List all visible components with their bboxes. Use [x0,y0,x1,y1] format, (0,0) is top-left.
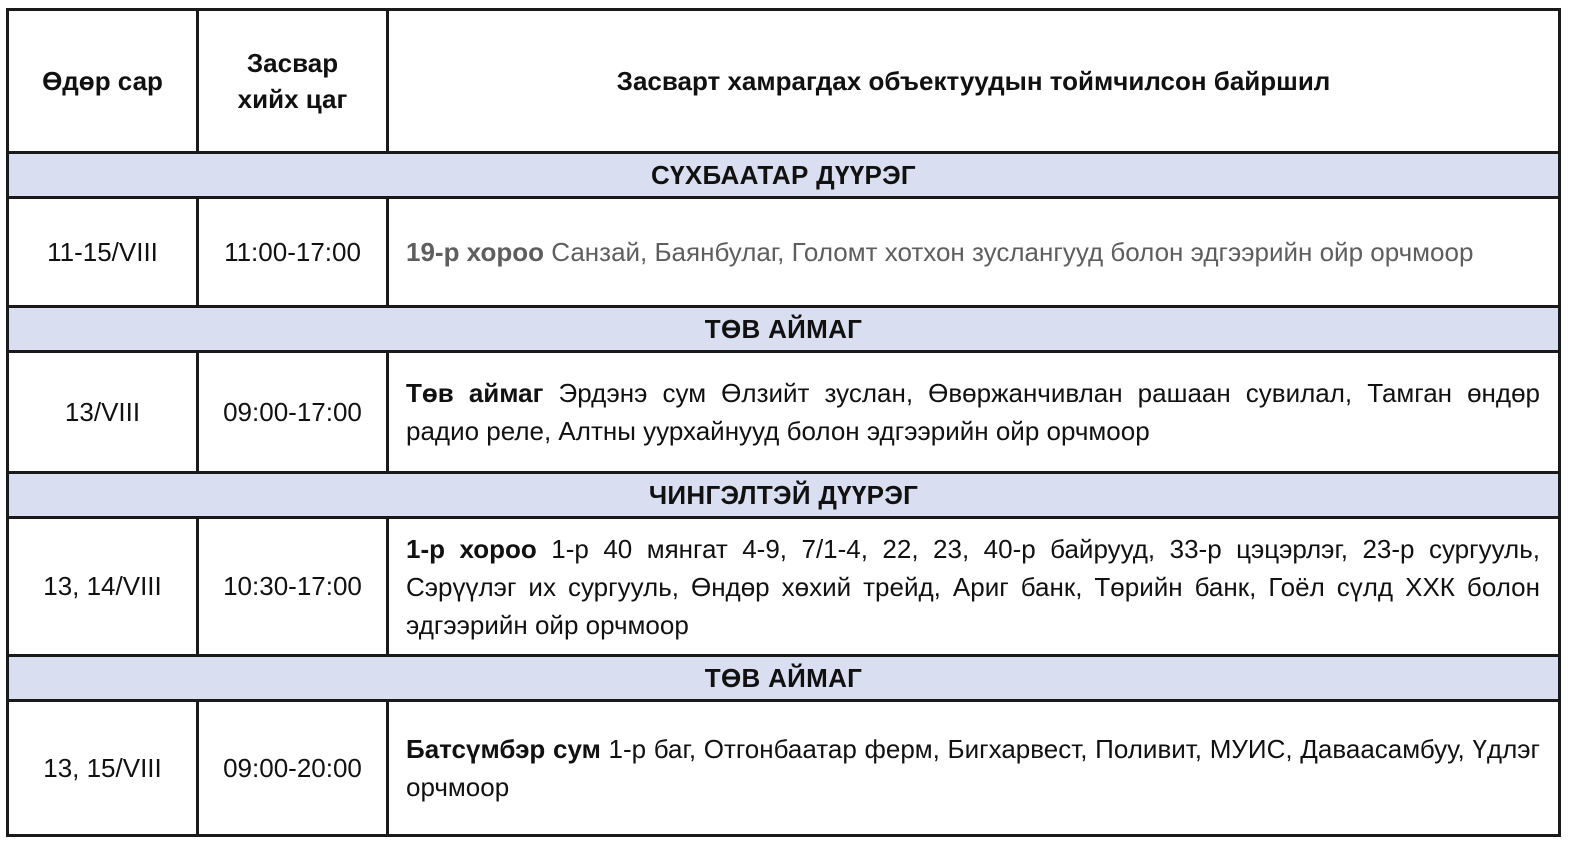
section-title-row [8,307,1560,352]
header-date: Өдөр сар [8,10,198,153]
table-row [8,701,1560,836]
row-text: 1-р 40 мянгат 4-9, 7/1-4, 22, 23, 40-р байрууд, 33-р цэцэрлэг, 23-р сургууль, Сэрүүлэг их сургууль, Өндөр хөхий трейд, Ариг банк, Төрийн банк, Гоёл сүлд ХХК болон эдгээрийн ойр орчмоор [406,533,1540,640]
row-lead: 19-р хороо [406,237,545,267]
row-description [388,198,1560,307]
row-lead: Төв аймаг [406,378,544,408]
row-time: 09:00-20:00 [198,701,388,836]
row-time: 09:00-17:00 [198,352,388,473]
table-row [8,352,1560,473]
row-time: 10:30-17:00 [198,518,388,656]
section-title: СҮХБААТАР ДҮҮРЭГ [8,153,1560,198]
section-title-row [8,656,1560,701]
row-date: 13/VIII [8,352,198,473]
row-description [388,518,1560,656]
section-title: ТӨВ АЙМАГ [8,656,1560,701]
section-title-row [8,153,1560,198]
row-description [388,701,1560,836]
header-time-line2: хийх цаг [237,84,348,114]
header-time-line1: Засвар [246,48,339,78]
row-date: 13, 15/VIII [8,701,198,836]
row-lead: 1-р хороо [406,533,537,564]
table-row [8,518,1560,656]
table-row [8,198,1560,307]
header-time [198,10,388,153]
header-location: Засварт хамрагдах объектуудын тоймчилсон байршил [388,10,1560,153]
row-date: 13, 14/VIII [8,518,198,656]
row-text: Эрдэнэ сум Өлзийт зуслан, Өвөржанчивлан рашаан сувилал, Тамган өндөр радио реле, Алтны уурхайнууд болон эдгээрийн ойр орчмоор [406,378,1541,446]
section-title: ТӨВ АЙМАГ [8,307,1560,352]
section-title-row [8,473,1560,518]
row-description [388,352,1560,473]
schedule-table [6,8,1561,837]
section-title: ЧИНГЭЛТЭЙ ДҮҮРЭГ [8,473,1560,518]
table-header-row [8,10,1560,153]
row-time: 11:00-17:00 [198,198,388,307]
row-date: 11-15/VIII [8,198,198,307]
row-lead: Батсүмбэр сум [406,734,601,764]
row-text: Санзай, Баянбулаг, Голомт хотхон зуслангууд болон эдгээрийн ойр орчмоор [544,237,1474,267]
row-text: 1-р баг, Отгонбаатар ферм, Бигхарвест, Поливит, МУИС, Даваасамбуу, Үдлэг орчмоор [406,734,1540,802]
